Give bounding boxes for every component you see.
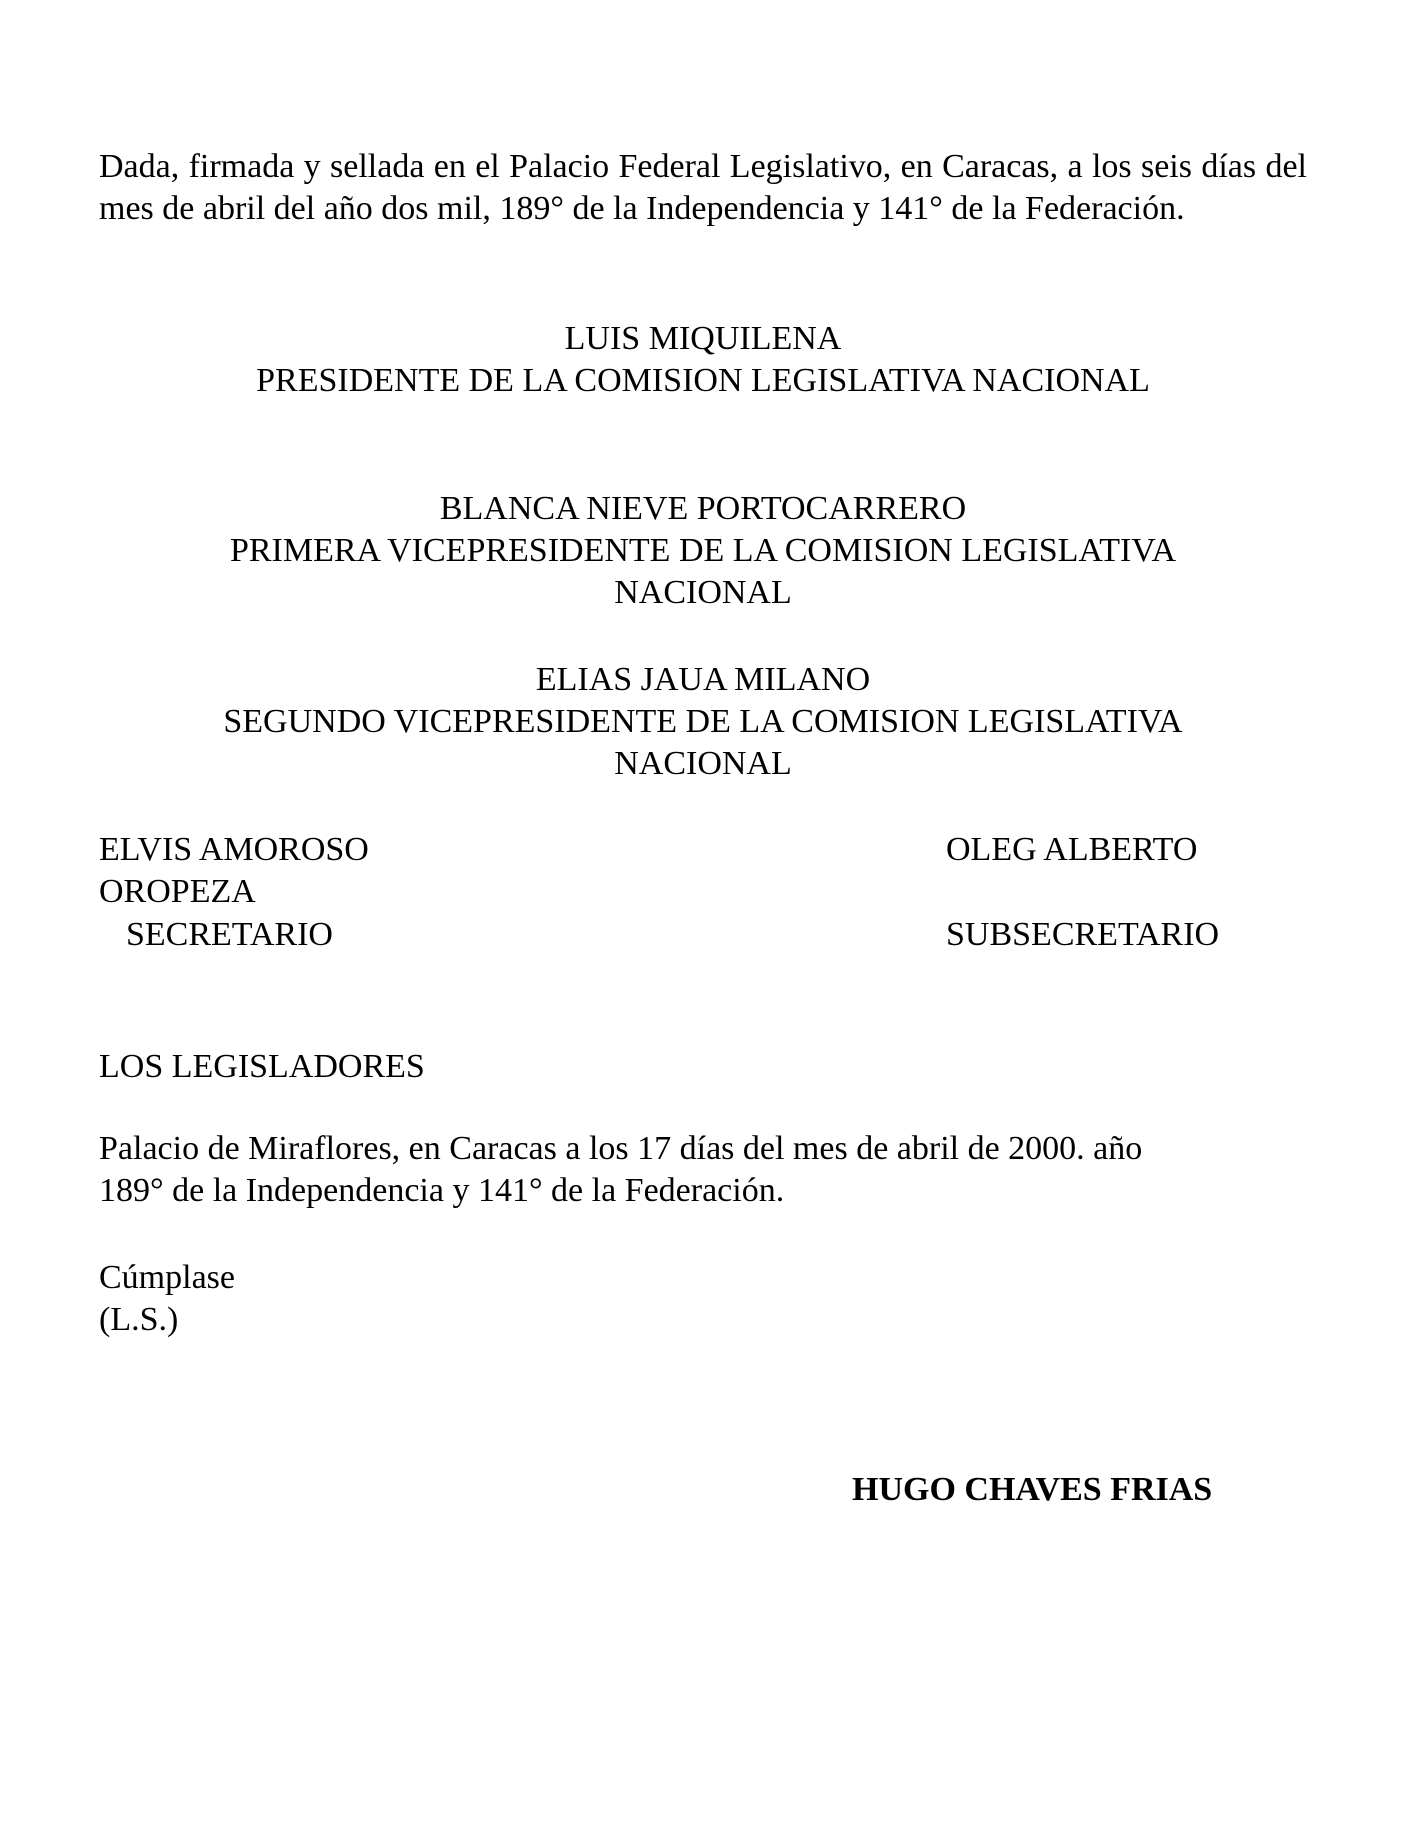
signatory-name: BLANCA NIEVE PORTOCARRERO xyxy=(439,490,967,527)
signatory-title: NACIONAL xyxy=(614,745,792,782)
signatory-title: PRIMERA VICEPRESIDENTE DE LA COMISION LEGISLATIVA xyxy=(229,532,1177,569)
signatory-block-second-vicepresident xyxy=(99,659,1307,785)
signatory-name: ELIAS JAUA MILANO xyxy=(535,661,871,698)
signatory-title: NACIONAL xyxy=(614,574,792,611)
miraflores-paragraph xyxy=(99,1128,1307,1212)
signatory-title: SEGUNDO VICEPRESIDENTE DE LA COMISION LEGISLATIVA xyxy=(223,703,1183,740)
seal-mark: (L.S.) xyxy=(99,1301,179,1338)
signatory-name: LUIS MIQUILENA xyxy=(564,320,842,357)
secretary-name: ELVIS AMOROSO xyxy=(99,831,369,868)
signatory-block-president xyxy=(99,318,1307,402)
signatory-title: PRESIDENTE DE LA COMISION LEGISLATIVA NACIONAL xyxy=(256,362,1150,399)
secretary-name-continued: OROPEZA xyxy=(99,873,256,910)
miraflores-line: 189° de la Independencia y 141° de la Federación. xyxy=(99,1172,785,1209)
cumplase-text: Cúmplase xyxy=(99,1259,235,1296)
legislators-heading: LOS LEGISLADORES xyxy=(99,1048,425,1085)
secretary-role: SECRETARIO xyxy=(126,916,333,953)
opening-paragraph: Dada, firmada y sellada en el Palacio Federal Legislativo, en Caracas, a los seis días del mes de abril del año dos mil, 189° de la Independencia y 141° de la Federación. xyxy=(99,148,1307,227)
subsecretary-role: SUBSECRETARIO xyxy=(946,916,1220,953)
president-signature: HUGO CHAVES FRIAS xyxy=(852,1471,1213,1508)
signatory-block-first-vicepresident xyxy=(99,488,1307,614)
subsecretary-name: OLEG ALBERTO xyxy=(946,831,1198,868)
miraflores-line: Palacio de Miraflores, en Caracas a los 17 días del mes de abril de 2000. año xyxy=(99,1130,1143,1167)
